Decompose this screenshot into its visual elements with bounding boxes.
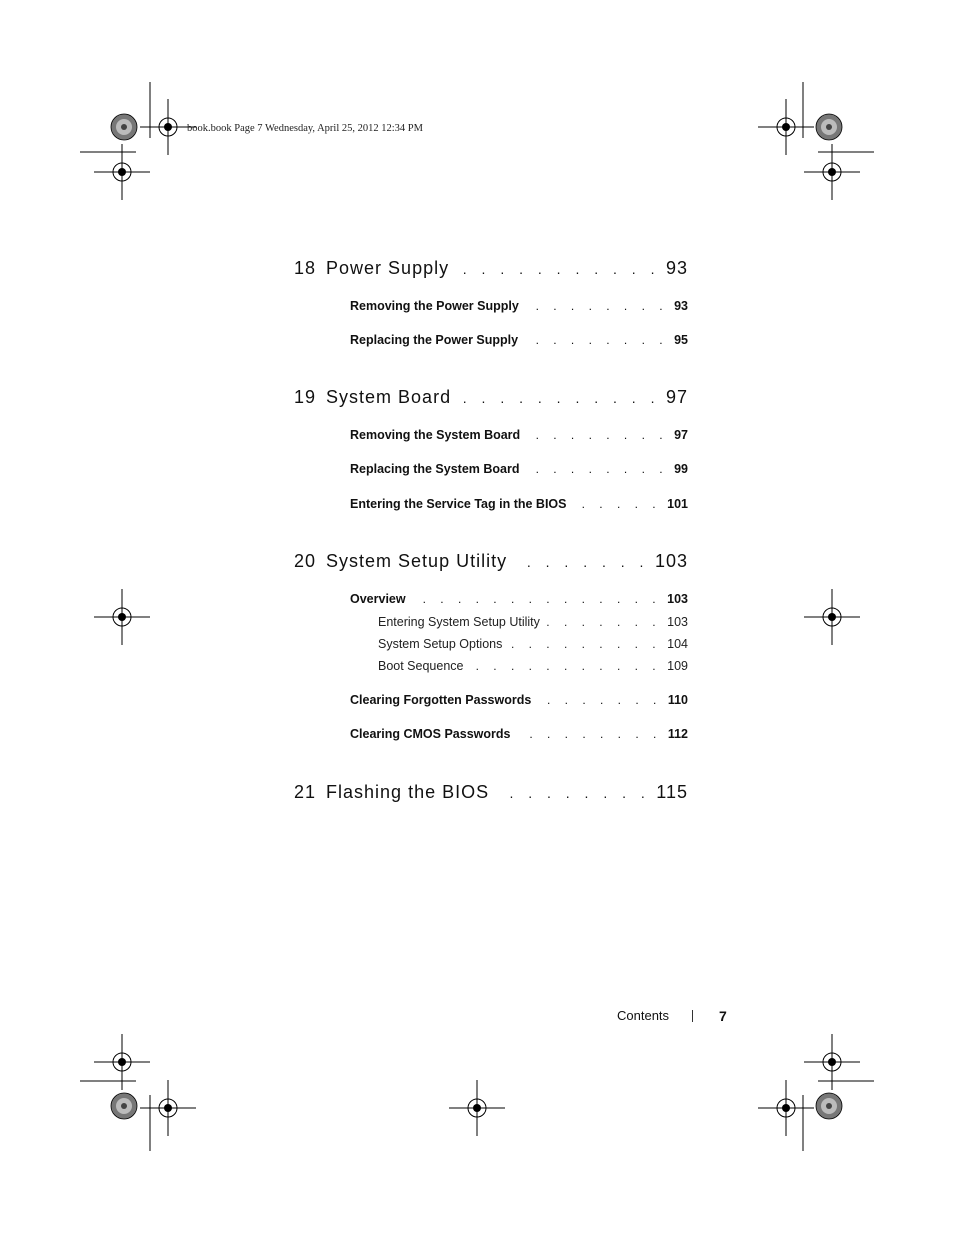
section-title: Removing the System Board <box>350 428 521 442</box>
dot-leader <box>526 462 669 476</box>
toc-subsection[interactable] <box>378 659 688 673</box>
dot-leader <box>513 554 649 570</box>
section-title: Clearing CMOS Passwords <box>350 727 511 741</box>
page-number: 103 <box>667 592 688 606</box>
toc-section[interactable] <box>350 727 688 741</box>
page-number: 103 <box>667 615 688 629</box>
subsection-title: Boot Sequence <box>378 659 464 673</box>
page-number: 97 <box>665 387 688 407</box>
chapter-title: System Setup Utility <box>326 551 508 571</box>
dot-leader <box>537 693 662 707</box>
page-number: 99 <box>674 462 688 476</box>
toc-section[interactable] <box>350 428 688 442</box>
dot-leader <box>455 261 660 277</box>
toc-section[interactable] <box>350 462 688 476</box>
dot-leader <box>457 390 660 406</box>
toc-chapter-18[interactable] <box>294 258 688 279</box>
print-header: book.book Page 7 Wednesday, April 25, 2012 12:34 PM <box>187 123 423 134</box>
chapter-title: System Board <box>326 387 452 407</box>
toc-chapter-19[interactable] <box>294 387 688 408</box>
subsection-title: System Setup Options <box>378 637 503 651</box>
dot-leader <box>495 785 650 801</box>
chapter-number: 18 <box>294 258 317 278</box>
footer-label: Contents <box>617 1008 670 1023</box>
dot-leader <box>516 727 661 741</box>
toc-chapter-20[interactable] <box>294 551 688 572</box>
section-title: Clearing Forgotten Passwords <box>350 693 532 707</box>
page-number: 109 <box>667 659 688 673</box>
dot-leader <box>572 497 661 511</box>
page-number: 101 <box>667 497 688 511</box>
section-title: Removing the Power Supply <box>350 299 519 313</box>
dot-leader <box>508 637 661 651</box>
chapter-number: 19 <box>294 387 317 407</box>
chapter-number: 21 <box>294 782 317 802</box>
toc-subsection[interactable] <box>378 615 688 629</box>
page-number: 93 <box>665 258 688 278</box>
dot-leader <box>525 299 668 313</box>
footer-page-number: 7 <box>719 1008 727 1024</box>
section-title: Entering the Service Tag in the BIOS <box>350 497 567 511</box>
chapter-number: 20 <box>294 551 317 571</box>
dot-leader <box>470 659 662 673</box>
toc-chapter-21[interactable] <box>294 782 688 803</box>
dot-leader <box>412 592 662 606</box>
toc-section[interactable] <box>350 299 688 313</box>
section-title: Overview <box>350 592 406 606</box>
page-number: 110 <box>667 693 688 707</box>
toc-section[interactable] <box>350 497 688 511</box>
dot-leader <box>526 428 668 442</box>
page-number: 104 <box>667 637 688 651</box>
page-number: 97 <box>674 428 688 442</box>
page-number: 103 <box>654 551 688 571</box>
section-title: Replacing the Power Supply <box>350 333 519 347</box>
dot-leader <box>546 615 661 629</box>
toc-section[interactable] <box>350 592 688 606</box>
subsection-title: Entering System Setup Utility <box>378 615 540 629</box>
page-number: 112 <box>667 727 688 741</box>
chapter-title: Power Supply <box>326 258 450 278</box>
chapter-title: Flashing the BIOS <box>326 782 490 802</box>
toc-section[interactable] <box>350 333 688 347</box>
page-number: 115 <box>656 782 688 802</box>
footer-divider <box>692 1010 693 1022</box>
section-title: Replacing the System Board <box>350 462 520 476</box>
page-number: 95 <box>674 333 688 347</box>
toc-section[interactable] <box>350 693 688 707</box>
toc-subsection[interactable] <box>378 637 688 651</box>
page-number: 93 <box>674 299 688 313</box>
dot-leader <box>524 333 668 347</box>
